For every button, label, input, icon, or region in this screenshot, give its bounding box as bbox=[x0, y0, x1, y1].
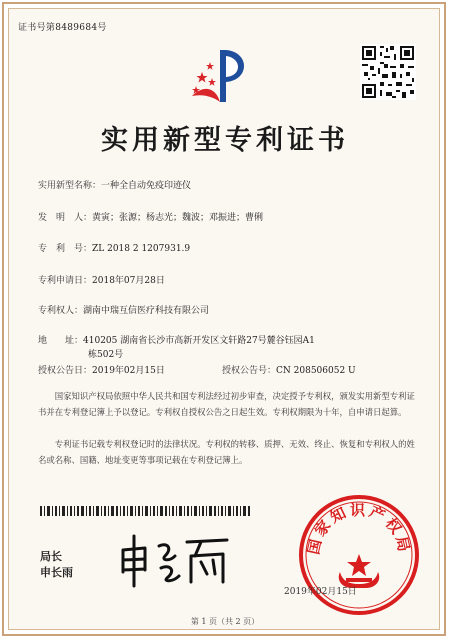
seal-text: 国家知识产权局 bbox=[304, 501, 414, 557]
field-label: 实用新型名称： bbox=[38, 181, 102, 191]
certificate-title: 实用新型专利证书 bbox=[101, 125, 349, 156]
field-label: 专利申请日： bbox=[38, 276, 93, 286]
field-inventors bbox=[38, 212, 263, 225]
paragraph-legal-status: 专利证书记载专利权登记时的法律状况。专利权的转移、质押、无效、终止、恢复和专利权人的姓名或名称、国籍、地址变更等事项记载在专利登记簿上。 bbox=[38, 439, 415, 465]
certificate-number: 证书号第8489684号 bbox=[18, 23, 107, 33]
field-value: 410205 湖南省长沙市高新开发区文轩路27号麓谷钰园A1 bbox=[83, 336, 315, 346]
field-label: 授权公告号： bbox=[222, 366, 277, 376]
field-label: 专利权人： bbox=[38, 306, 84, 316]
field-label: 授权公告日： bbox=[38, 366, 93, 376]
signatory-name: 申长雨 bbox=[40, 566, 73, 579]
field-announce-number bbox=[222, 365, 356, 378]
field-value: 一种全自动免疫印迹仪 bbox=[101, 181, 192, 191]
field-value: ZL 2018 2 1207931.9 bbox=[92, 244, 191, 254]
field-label: 发 明 人： bbox=[38, 213, 93, 223]
field-value: 黄寅；张源；杨志光；魏波；邓振进；曹俐 bbox=[92, 213, 264, 223]
field-value: 2018年07月28日 bbox=[92, 276, 165, 286]
field-announce-date bbox=[38, 365, 165, 378]
handwritten-signature bbox=[115, 528, 235, 588]
qr-code bbox=[360, 44, 416, 100]
field-value: CN 208506052 U bbox=[276, 366, 356, 376]
barcode bbox=[40, 506, 250, 516]
field-address bbox=[38, 335, 315, 348]
field-patentee bbox=[38, 305, 209, 318]
paragraph-grant: 国家知识产权局依照中华人民共和国专利法经过初步审查，决定授予专利权，颁发实用新型专利证书并在专利登记簿上予以登记。专利权自授权公告之日起生效。专利权期限为十年，自申请日起算。 bbox=[38, 391, 415, 417]
field-model-name bbox=[38, 180, 191, 193]
field-address-line2: 栋502号 bbox=[88, 350, 124, 360]
field-label: 地 址： bbox=[38, 336, 84, 346]
signatory-title: 局长 bbox=[40, 550, 62, 563]
field-value: 2019年02月15日 bbox=[92, 366, 165, 376]
field-filing-date bbox=[38, 275, 165, 288]
field-label: 专 利 号： bbox=[38, 244, 93, 254]
seal-date: 2019年02月15日 bbox=[284, 587, 357, 597]
patent-office-emblem bbox=[190, 44, 254, 114]
field-patent-number bbox=[38, 243, 190, 256]
field-value: 湖南中瑞互信医疗科技有限公司 bbox=[83, 306, 210, 316]
page-footer: 第 1 页（共 2 页） bbox=[190, 617, 260, 626]
official-seal bbox=[296, 492, 422, 618]
